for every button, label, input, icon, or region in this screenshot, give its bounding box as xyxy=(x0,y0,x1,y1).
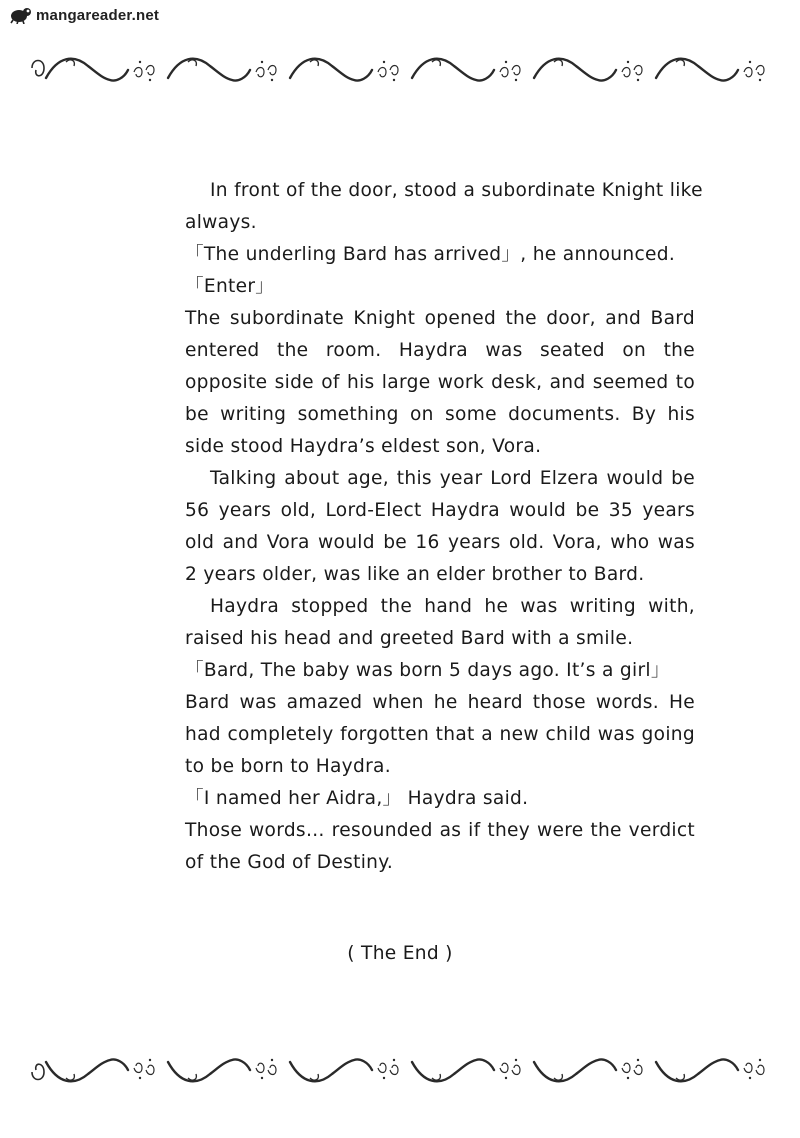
watermark-text: mangareader.net xyxy=(36,6,160,24)
text-line: In front of the door, stood a subordinate Knight like xyxy=(210,180,703,201)
text-line: 56 years old, Lord-Elect Haydra would be 35 years xyxy=(185,500,695,521)
text-line: opposite side of his large work desk, and seemed to xyxy=(185,372,695,393)
watermark xyxy=(10,6,159,24)
text-line: had completely forgotten that a new child was going xyxy=(185,724,695,745)
text-line: to be born to Haydra. xyxy=(185,756,391,777)
text-line: 「Bard, The baby was born 5 days ago. It’s a girl」 xyxy=(185,660,670,681)
text-line: old and Vora would be 16 years old. Vora, who was xyxy=(185,532,695,553)
text-line: 2 years older, was like an elder brother to Bard. xyxy=(185,564,645,585)
text-line: raised his head and greeted Bard with a smile. xyxy=(185,628,634,649)
text-line: 「I named her Aidra,」 Haydra said. xyxy=(185,788,529,809)
ornamental-border-bottom xyxy=(28,1048,790,1092)
text-line: be writing something on some documents. By his xyxy=(185,404,695,425)
ornamental-border-top xyxy=(28,48,790,92)
text-line: 「Enter」 xyxy=(185,276,275,297)
text-line: Those words… resounded as if they were the verdict xyxy=(185,820,695,841)
text-line: side stood Haydra’s eldest son, Vora. xyxy=(185,436,542,457)
text-line: Haydra stopped the hand he was writing with, xyxy=(210,596,695,617)
text-line: always. xyxy=(185,212,257,233)
reader-logo-icon xyxy=(10,6,34,24)
text-line: 「The underling Bard has arrived」, he announced. xyxy=(185,244,676,265)
text-line: The subordinate Knight opened the door, and Bard xyxy=(185,308,695,329)
the-end-label: ( The End ) xyxy=(347,943,453,964)
text-line: entered the room. Haydra was seated on the xyxy=(185,340,695,361)
text-line: of the God of Destiny. xyxy=(185,852,394,873)
text-line: Talking about age, this year Lord Elzera would be xyxy=(210,468,695,489)
story-text xyxy=(185,175,703,879)
text-line: Bard was amazed when he heard those words. He xyxy=(185,692,695,713)
